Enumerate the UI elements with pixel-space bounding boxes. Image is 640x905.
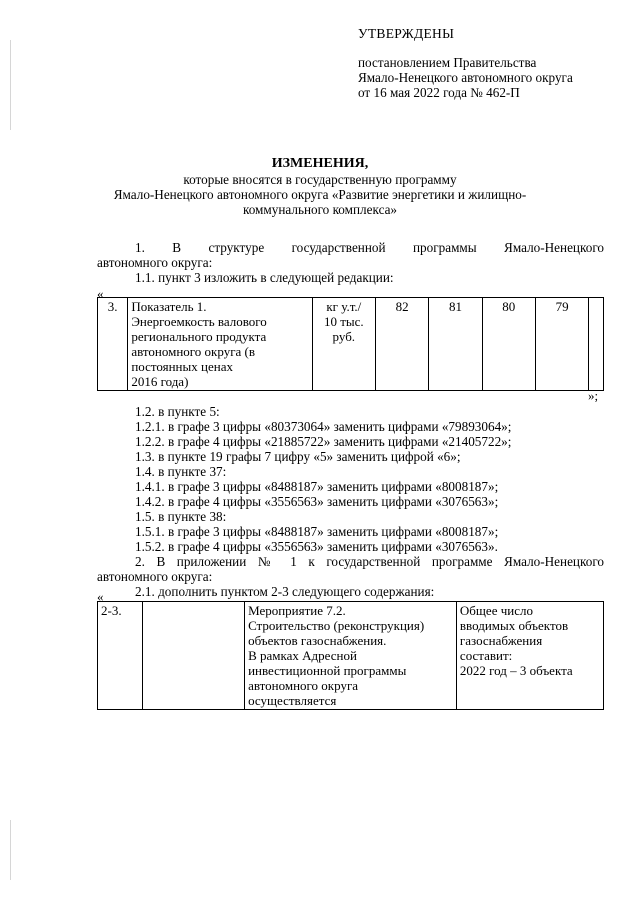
result-line: вводимых объектов [459, 618, 569, 633]
quote-close: »; [588, 388, 599, 403]
unit-cell [312, 298, 375, 391]
paragraph-2-line-2: автономного округа: [97, 569, 213, 584]
approval-block [358, 26, 628, 100]
paragraph-2-item: 2.1. дополнить пунктом 2-3 следующего содержания: [135, 584, 435, 599]
change-item: 1.2.2. в графе 4 цифры «21885722» заменить цифрами «21405722»; [135, 434, 512, 449]
event-line: объектов газоснабжения. [248, 633, 387, 648]
changes-list [97, 404, 604, 599]
result-line: 2022 год – 3 объекта [459, 663, 573, 678]
table-row [98, 298, 604, 391]
change-item: 1.5. в пункте 38: [135, 509, 227, 524]
indicator-cell [128, 298, 312, 391]
quote-open: « [97, 589, 104, 604]
approval-line: Ямало-Ненецкого автономного округа [358, 70, 573, 85]
value-cell: 79 [535, 298, 588, 391]
indicator-line: регионального продукта [131, 329, 267, 344]
heading-title: ИЗМЕНЕНИЯ, [271, 156, 369, 171]
approval-line: постановлением Правительства [358, 55, 537, 70]
change-item: 1.2. в пункте 5: [135, 404, 220, 419]
change-item: 1.4.1. в графе 3 цифры «8488187» заменить цифрами «8008187»; [135, 479, 499, 494]
paragraph-2-line-1: 2. В приложении № 1 к государственной программе Ямало-Ненецкого [135, 554, 604, 569]
approval-title: УТВЕРЖДЕНЫ [358, 26, 455, 41]
quote-open: « [97, 286, 104, 301]
event-line: В рамках Адресной [248, 648, 357, 663]
heading-line: Ямало-Ненецкого автономного округа «Развитие энергетики и жилищно- [113, 187, 527, 202]
indicator-line: Энергоемкость валового [131, 314, 267, 329]
unit-line: кг у.т./ [326, 299, 362, 314]
value-cell: 80 [482, 298, 535, 391]
row-number: 3. [98, 298, 128, 391]
value-cell: 82 [375, 298, 428, 391]
result-cell [456, 602, 603, 710]
indicator-table [97, 297, 604, 391]
indicator-line: автономного округа (в [131, 344, 256, 359]
event-line: осуществляется [248, 693, 337, 708]
approval-line: от 16 мая 2022 года № 462-П [358, 85, 520, 100]
heading-line: коммунального комплекса» [242, 202, 398, 217]
heading-line: которые вносятся в государственную программу [183, 172, 457, 187]
document-heading [60, 156, 580, 217]
empty-cell [589, 298, 604, 391]
table-row [98, 602, 604, 710]
change-item: 1.2.1. в графе 3 цифры «80373064» заменить цифрами «79893064»; [135, 419, 512, 434]
event-line: Строительство (реконструкция) [248, 618, 425, 633]
scan-margin-line-bottom [10, 820, 11, 880]
change-item: 1.5.1. в графе 3 цифры «8488187» заменить цифрами «8008187»; [135, 524, 499, 539]
paragraph-1-line-2: автономного округа: [97, 255, 213, 270]
result-line: Общее число [459, 603, 533, 618]
row-number: 2-3. [98, 602, 143, 710]
result-line: газоснабжения [459, 633, 543, 648]
scan-margin-line-top [10, 40, 11, 130]
indicator-line: 2016 года) [131, 374, 189, 389]
unit-line: руб. [332, 329, 356, 344]
event-cell [245, 602, 457, 710]
value-cell: 81 [429, 298, 482, 391]
empty-cell [143, 602, 245, 710]
event-line: автономного округа [248, 678, 359, 693]
event-table [97, 601, 604, 710]
indicator-line: постоянных ценах [131, 359, 233, 374]
event-line: инвестиционной программы [248, 663, 407, 678]
paragraph-1-item: 1.1. пункт 3 изложить в следующей редакции: [135, 270, 394, 285]
change-item: 1.3. в пункте 19 графы 7 цифру «5» заменить цифрой «6»; [135, 449, 461, 464]
change-item: 1.5.2. в графе 4 цифры «3556563» заменить цифрами «3076563». [135, 539, 498, 554]
indicator-line: Показатель 1. [131, 299, 207, 314]
event-line: Мероприятие 7.2. [248, 603, 346, 618]
paragraph-1 [97, 240, 604, 285]
change-item: 1.4. в пункте 37: [135, 464, 227, 479]
unit-line: 10 тыс. [323, 314, 364, 329]
change-item: 1.4.2. в графе 4 цифры «3556563» заменить цифрами «3076563»; [135, 494, 499, 509]
result-line: составит: [459, 648, 513, 663]
paragraph-1-line-1: 1. В структуре государственной программы Ямало-Ненецкого [135, 240, 604, 255]
